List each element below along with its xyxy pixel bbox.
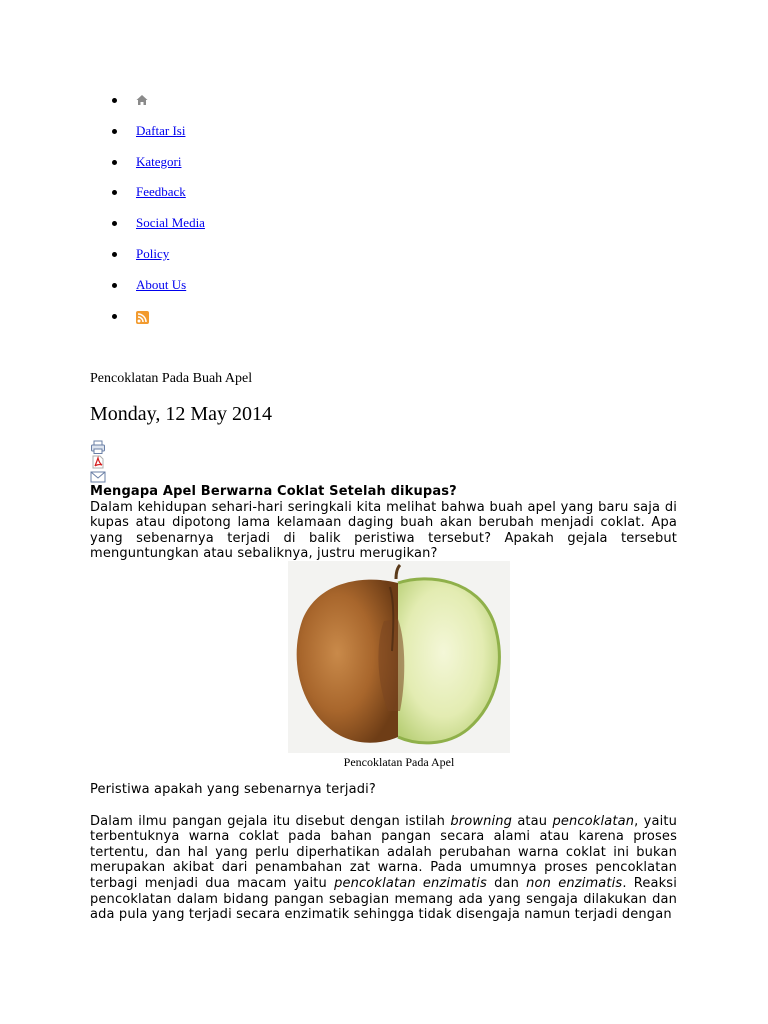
article-body-paragraph xyxy=(90,814,677,923)
figure-caption: Pencoklatan Pada Apel xyxy=(343,755,455,769)
rss-icon[interactable] xyxy=(136,311,149,324)
print-icon[interactable] xyxy=(90,440,106,454)
nav-link-feedback[interactable]: Feedback xyxy=(136,184,186,199)
list-bullet xyxy=(112,221,117,226)
article-intro-paragraph: Dalam kehidupan sehari-hari seringkali kita melihat bahwa buah apel yang baru saja di kupas atau dipotong lama kelamaan daging buah akan berubah menjadi coklat. Apa yang sebenarnya terjadi di balik peristiwa tersebut? Apakah gejala tersebut menguntungkan atau sebaliknya, justru merugikan? xyxy=(90,499,677,561)
email-icon[interactable] xyxy=(90,470,106,484)
post-date: Monday, 12 May 2014 xyxy=(90,403,273,425)
body-text: . Reaksi pencoklatan dalam bidang pangan sebagian memang ada yang sengaja dilakukan dan ada pula yang terjadi secara enzimatik sehingga tidak disengaja namun terjadi dengan xyxy=(90,875,677,923)
body-text: atau xyxy=(512,813,553,829)
term-pencoklatan: pencoklatan xyxy=(552,813,635,829)
home-icon[interactable] xyxy=(136,94,148,106)
apple-illustration xyxy=(288,561,510,753)
nav-link-kategori[interactable]: Kategori xyxy=(136,154,182,169)
list-bullet xyxy=(112,314,117,319)
list-bullet xyxy=(112,129,117,134)
article-question: Mengapa Apel Berwarna Coklat Setelah dikupas? xyxy=(90,484,457,499)
body-text: Dalam ilmu pangan gejala itu disebut dengan istilah xyxy=(90,813,451,829)
body-text: , yaitu terbentuknya warna coklat pada bahan pangan secara alami atau karena proses tertentu, dan hal yang perlu diperhatikan adalah perubahan warna coklat ini bukan merupakan akibat dari penambahan zat warna. Pada umumnya proses pencoklatan terbagi menjadi dua macam yaitu xyxy=(90,813,677,891)
article-subheading: Peristiwa apakah yang sebenarnya terjadi? xyxy=(90,782,376,797)
term-pencoklatan-enzimatis: pencoklatan enzimatis xyxy=(334,875,487,891)
apple-figure xyxy=(288,561,510,771)
body-text: dan xyxy=(486,875,527,891)
article-body xyxy=(90,782,677,923)
list-bullet xyxy=(112,98,117,103)
term-non-enzimatis: non enzimatis xyxy=(526,875,623,891)
list-bullet xyxy=(112,190,117,195)
post-title: Pencoklatan Pada Buah Apel xyxy=(90,371,253,386)
list-bullet xyxy=(112,283,117,288)
term-browning: browning xyxy=(450,813,513,829)
list-bullet xyxy=(112,252,117,257)
article-intro xyxy=(90,484,677,562)
nav-link-policy[interactable]: Policy xyxy=(136,246,170,261)
pdf-icon[interactable] xyxy=(90,455,106,469)
nav-link-about-us[interactable]: About Us xyxy=(136,277,187,292)
apple-image xyxy=(288,561,510,753)
nav-link-daftar-isi[interactable]: Daftar Isi xyxy=(136,123,186,138)
list-bullet xyxy=(112,160,117,165)
nav-link-social-media[interactable]: Social Media xyxy=(136,215,205,230)
